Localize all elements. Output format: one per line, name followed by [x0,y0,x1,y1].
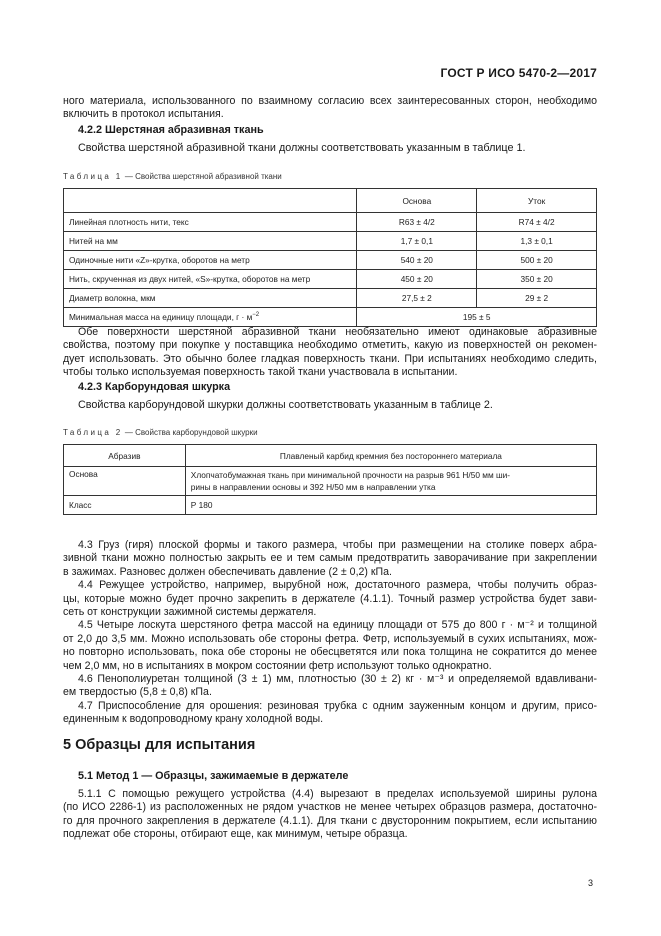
paragraph-5-1-1 [63,788,597,842]
row-label: Диаметр волокна, мкм [64,289,357,308]
clauses-4-3-to-4-7 [63,539,597,727]
caption-label: Таблица 1 [63,172,123,181]
section-5-1-title: 5.1 Метод 1 — Образцы, зажимаемые в держателе [78,770,349,782]
row-label: Нить, скрученная из двух нитей, «S»-крутка, оборотов на метр [64,270,357,289]
text-line: зивной ткани можно полностью закрыть ее и тем самым предотвратить заворачивание при закреплении [63,552,597,565]
clause-paragraph [63,619,597,673]
text-line: ного материала, использованного по взаимному согласию всех заинтересованных сторон, необходимо [63,95,597,107]
text-line: но повторно использовать, пока обе стороны не обесцветятся или пока толщина не сократится до менее [63,646,597,659]
text-line: чтобы только используемая поверхность такой ткани участвовала в испытании. [63,366,458,379]
table-row [64,496,597,515]
row-value: 540 ± 20 [357,251,477,270]
text-line: от 2,0 до 3,5 мм. Можно использовать обе стороны фетра. Фетр, используемый в сухих испытаниях, мож- [63,632,597,645]
text-line: ем твердостью (5,8 ± 0,8) кПа. [63,686,212,699]
row-value: 1,7 ± 0,1 [357,232,477,251]
text-line: чем 2,0 мм, но в испытаниях в мокром состоянии фетр используют только однократно. [63,659,492,672]
row-label: Одиночные нити «Z»-крутка, оборотов на метр [64,251,357,270]
text-line: го для прочного закрепления в держателе (4.1.1). Для ткани с двусторонним покрытием, если испытанию [63,814,597,827]
header-cell: Уток [477,189,597,213]
table-1-caption [63,172,597,181]
header-cell: Основа [357,189,477,213]
table-2 [63,444,597,515]
text-line: единенным к водопроводному крану холодной воды. [63,713,324,726]
section-4-2-2-title: 4.2.2 Шерстяная абразивная ткань [78,124,264,136]
text-line: 4.6 Пенополиуретан толщиной (3 ± 1) мм, плотностью (30 ± 2) кг · м⁻³ и определяемой вдавливани- [78,673,597,686]
row-value: 195 ± 5 [357,308,597,327]
label-sup: −2 [252,312,260,319]
row-value: 450 ± 20 [357,270,477,289]
table-row [64,232,597,251]
text-line: дует использовать. Это обычно более гладкая поверхность ткани. При испытаниях необходимо следить, [63,352,597,365]
row-value [185,467,596,496]
paragraph-surfaces [63,326,597,380]
clause-paragraph [63,579,597,619]
table-header-row [64,189,597,213]
text-line: Обе поверхности шерстяной абразивной ткани необязательно имеют одинаковые абразивные [78,326,597,338]
text-line: в зажимах. Разновес должен обеспечивать давление (2 ± 0,2) кПа. [63,565,392,578]
row-label: Класс [64,496,186,515]
text-line: свойства, поэтому при покупке у поставщика необходимо отметить, какую из поверхностей он рекомен- [63,339,597,352]
row-label [64,308,357,327]
row-value: R63 ± 4/2 [357,213,477,232]
text-line: сеть от конструкции зажимной системы держателя. [63,606,317,619]
clause-paragraph [63,673,597,700]
row-value: R74 ± 4/2 [477,213,597,232]
table-1 [63,188,597,327]
text-line: включить в протокол испытания. [63,108,224,121]
row-value: 29 ± 2 [477,289,597,308]
value-line: рины в направлении основы и 392 Н/50 мм в направлении утка [190,482,436,492]
row-label: Абразив [64,445,186,467]
text-line: 4.7 Приспособление для орошения: резиновая трубка с одним зауженным концом и другим, присо- [78,699,597,712]
table-row [64,467,597,496]
section-4-2-2-text: Свойства шерстяной абразивной ткани должны соответствовать указанным в таблице 1. [78,142,526,154]
row-value: Р 180 [185,496,596,515]
table-row [64,308,597,327]
clause-paragraph [63,539,597,579]
row-value: 27,5 ± 2 [357,289,477,308]
caption-text: — Свойства карборундовой шкурки [122,428,258,437]
text-line: подлежат обе стороны, отбирают еще, как минимум, четыре образца. [63,828,408,841]
text-line: 5.1.1 С помощью режущего устройства (4.4) вырезают в пределах используемой ширины рулона [78,788,597,800]
caption-text: — Свойства шерстяной абразивной ткани [122,172,282,181]
text-line: (по ИСО 2286-1) из расположенных не рядом участков не менее четырех образцов размера, достаточно- [63,801,597,814]
section-4-2-3-text: Свойства карборундовой шкурки должны соответствовать указанным в таблице 2. [78,399,493,411]
table-row [64,213,597,232]
row-value: Плавленый карбид кремния без постороннего материала [185,445,596,467]
text-line: 4.4 Режущее устройство, например, вырубной нож, достаточного размера, чтобы получить образ- [78,579,597,592]
text-line: 4.3 Груз (гиря) плоской формы и такого размера, чтобы при размещении на столике поверх абра- [78,539,597,551]
table-row [64,289,597,308]
text-line: 4.5 Четыре лоскута шерстяного фетра массой на единицу площади от 575 до 800 г · м⁻² и толщиной [78,619,597,632]
row-label: Основа [64,467,186,496]
table-row [64,445,597,467]
table-row [64,270,597,289]
clause-paragraph [63,700,597,727]
row-value: 350 ± 20 [477,270,597,289]
row-label: Нитей на мм [64,232,357,251]
document-code: ГОСТ Р ИСО 5470-2—2017 [440,66,597,80]
caption-label: Таблица 2 [63,428,123,437]
row-value: 500 ± 20 [477,251,597,270]
label-text: Минимальная масса на единицу площади, г · м [69,312,253,322]
value-line: Хлопчатобумажная ткань при минимальной прочности на разрыв 961 Н/50 мм ши- [190,470,511,480]
row-label: Линейная плотность нити, текс [64,213,357,232]
row-value: 1,3 ± 0,1 [477,232,597,251]
section-4-2-3-title: 4.2.3 Карборундовая шкурка [78,381,231,393]
text-line: цы, которые можно будет прочно закрепить в держателе (4.1.1). Точный размер устройства будет зави- [63,592,597,605]
header-cell [64,189,357,213]
page-number: 3 [588,878,594,888]
section-5-title: 5 Образцы для испытания [63,737,256,753]
intro-paragraph [63,95,597,122]
table-row [64,251,597,270]
table-2-caption [63,428,597,437]
